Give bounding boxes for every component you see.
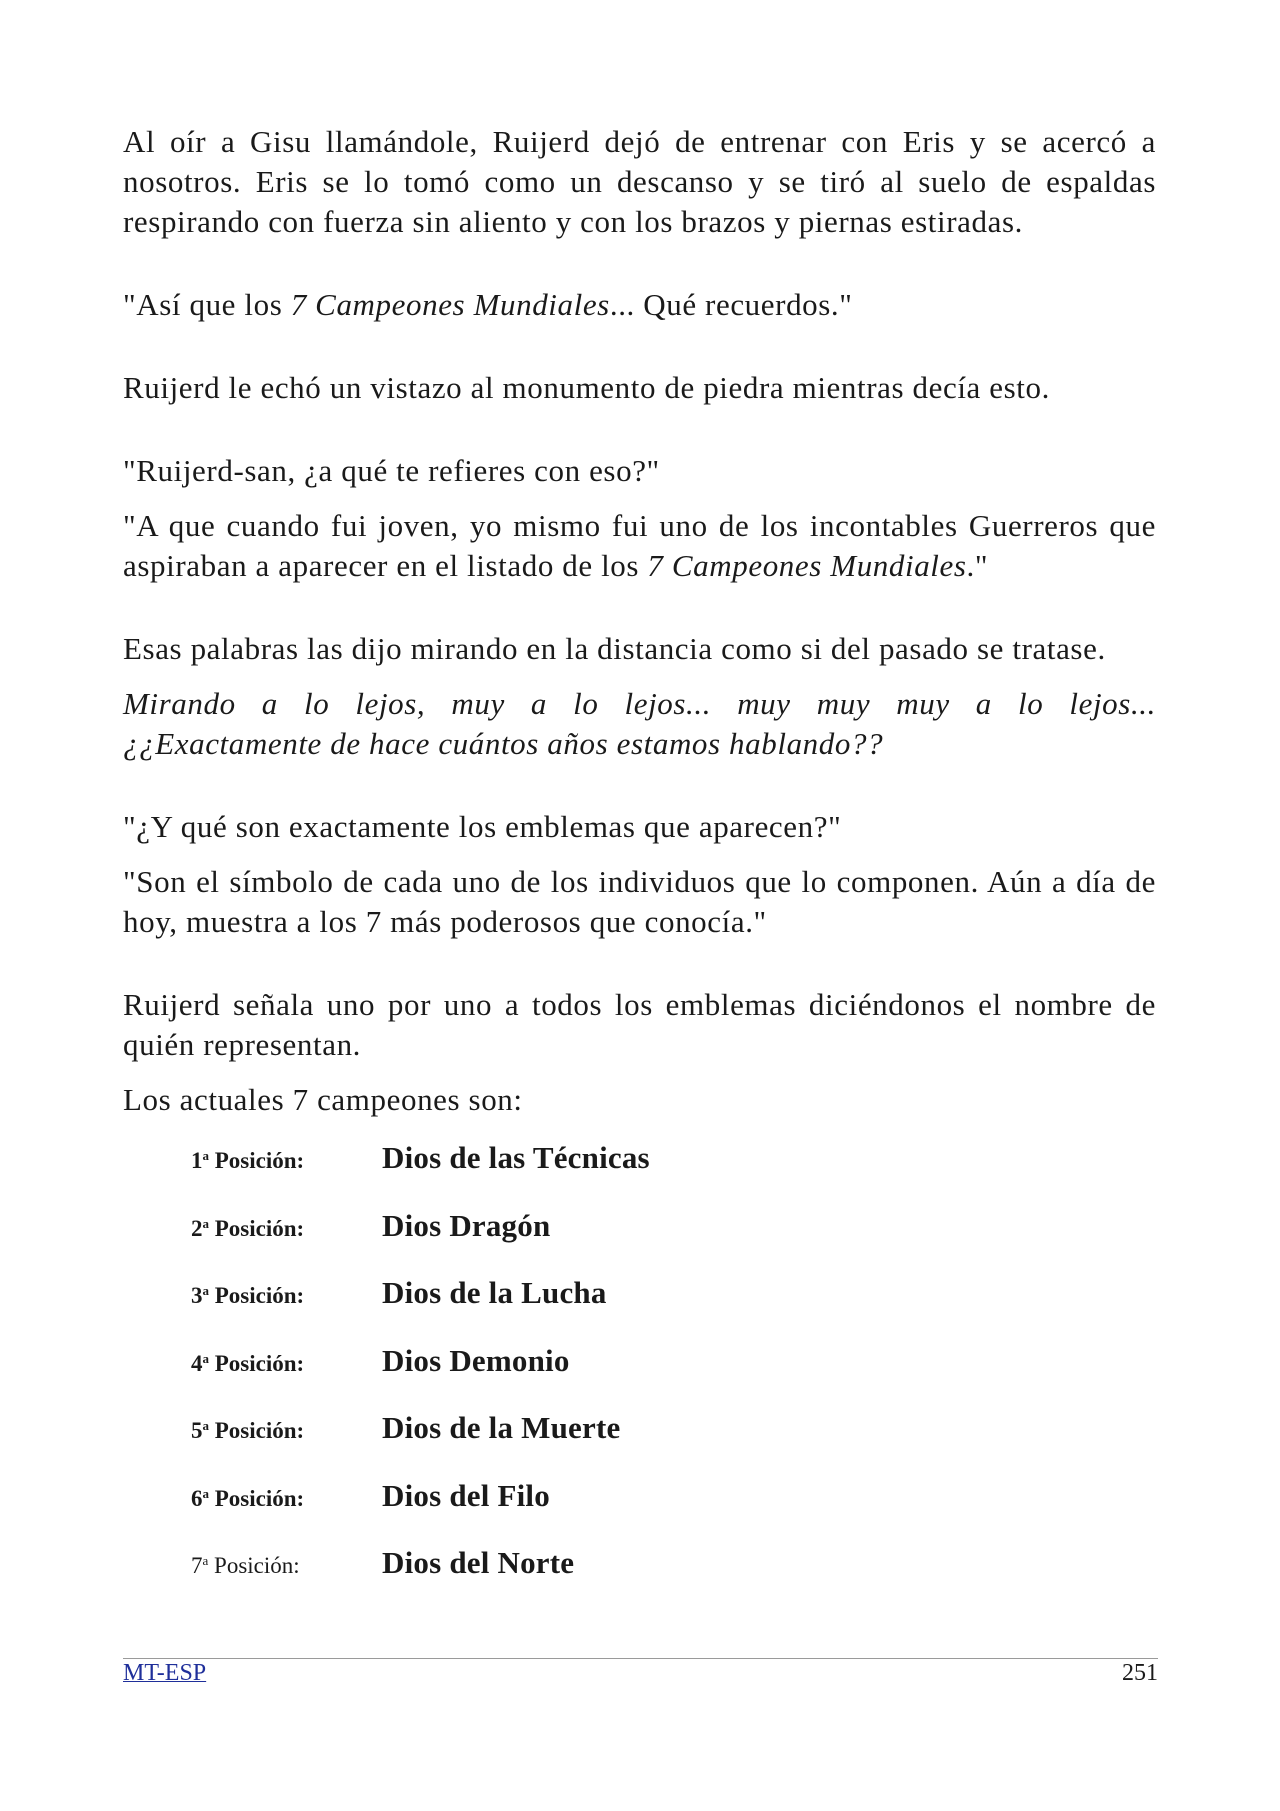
ranking-position-label (191, 1283, 382, 1309)
ranking-champion-name: Dios del Norte (382, 1545, 575, 1580)
ranking-row (191, 1478, 1156, 1546)
paragraph-7-line-2-text: ¿¿Exactamente de hace cuántos años estamos hablando?? (123, 726, 884, 761)
ranking-position-label (191, 1216, 382, 1242)
paragraph-3: Ruijerd le echó un vistazo al monumento de piedra mientras decía esto. (123, 370, 1050, 405)
paragraph-11: Los actuales 7 campeones son: (123, 1082, 523, 1117)
paragraph-2-text-a: "Así que los (123, 287, 291, 322)
ranking-champion-name: Dios de la Muerte (382, 1410, 621, 1445)
ranking-ordinal: a (202, 1283, 209, 1298)
champion-ranking-list (191, 1140, 1156, 1613)
paragraph-7-line-1 (123, 684, 1156, 724)
ranking-number: 1 (191, 1148, 203, 1173)
ranking-number: 3 (191, 1283, 203, 1308)
ranking-number: 4 (191, 1350, 203, 1376)
ranking-label-text: Posición: (209, 1418, 305, 1443)
ranking-label-text: Posición: (208, 1553, 300, 1578)
ranking-position-label (191, 1486, 382, 1512)
paragraph-2 (123, 285, 1156, 325)
ranking-number: 7 (191, 1553, 203, 1578)
ranking-champion-name: Dios Demonio (382, 1342, 570, 1378)
paragraph-1: Al oír a Gisu llamándole, Ruijerd dejó de entrenar con Eris y se acercó a nosotros. Eris se lo tomó como un descanso y se tiró al suelo de espaldas respirando con fuerza sin aliento y con los brazos y piernas estiradas. (123, 124, 1156, 239)
ranking-champion-name: Dios de las Técnicas (382, 1140, 650, 1175)
ranking-champion-name: Dios del Filo (382, 1477, 550, 1513)
paragraph-2-emphasis: 7 Campeones Mundiales (290, 287, 610, 322)
paragraph-6: Esas palabras las dijo mirando en la distancia como si del pasado se tratase. (123, 631, 1106, 666)
ranking-number: 5 (191, 1418, 203, 1443)
ranking-position-label (191, 1148, 382, 1174)
ranking-number: 2 (191, 1215, 203, 1241)
ranking-position-label (191, 1351, 382, 1377)
ranking-position-label (191, 1418, 382, 1444)
paragraph-5-emphasis: 7 Campeones Mundiales (647, 548, 967, 583)
ranking-row (191, 1410, 1156, 1478)
ranking-row (191, 1343, 1156, 1411)
paragraph-5-text-b: ." (966, 548, 989, 583)
ranking-row (191, 1275, 1156, 1343)
ranking-champion-name: Dios Dragón (382, 1207, 551, 1243)
page-number: 251 (1122, 1660, 1158, 1686)
ranking-number: 6 (191, 1485, 203, 1511)
ranking-label-text: Posición: (209, 1215, 305, 1241)
paragraph-2-text-b: ... Qué recuerdos." (609, 287, 853, 322)
ranking-row (191, 1208, 1156, 1276)
ranking-label-text: Posición: (209, 1350, 305, 1376)
paragraph-5 (123, 506, 1156, 586)
ranking-ordinal: a (202, 1350, 209, 1366)
ranking-label-text: Posición: (209, 1283, 305, 1308)
ranking-label-text: Posición: (209, 1485, 305, 1511)
ranking-ordinal: a (202, 1148, 209, 1163)
ranking-ordinal: a (202, 1553, 209, 1568)
paragraph-7-line-2 (123, 724, 1156, 764)
page-body (123, 122, 1156, 1613)
paragraph-9: "Son el símbolo de cada uno de los individuos que lo componen. Aún a día de hoy, muestra a los 7 más poderosos que conocía." (123, 864, 1156, 939)
ranking-label-text: Posición: (209, 1148, 305, 1173)
paragraph-7-line-1-text: Mirando a lo lejos, muy a lo lejos... muy muy muy a lo lejos... (123, 686, 1156, 721)
paragraph-8: "¿Y qué son exactamente los emblemas que aparecen?" (123, 809, 842, 844)
ranking-ordinal: a (202, 1215, 209, 1231)
ranking-ordinal: a (202, 1485, 209, 1501)
ranking-row (191, 1545, 1156, 1613)
ranking-ordinal: a (202, 1418, 209, 1433)
paragraph-10: Ruijerd señala uno por uno a todos los emblemas diciéndonos el nombre de quién representan. (123, 987, 1156, 1062)
ranking-row (191, 1140, 1156, 1208)
ranking-position-label (191, 1553, 382, 1579)
ranking-champion-name: Dios de la Lucha (382, 1275, 607, 1310)
paragraph-4: "Ruijerd-san, ¿a qué te refieres con eso?" (123, 453, 660, 488)
footer-divider (123, 1658, 1158, 1659)
footer-link[interactable]: MT-ESP (123, 1660, 207, 1686)
paragraph-5-text-a: "A que cuando fui joven, yo mismo fui uno de los incontables Guerreros que aspiraban a aparecer en el listado de los (123, 508, 1156, 583)
